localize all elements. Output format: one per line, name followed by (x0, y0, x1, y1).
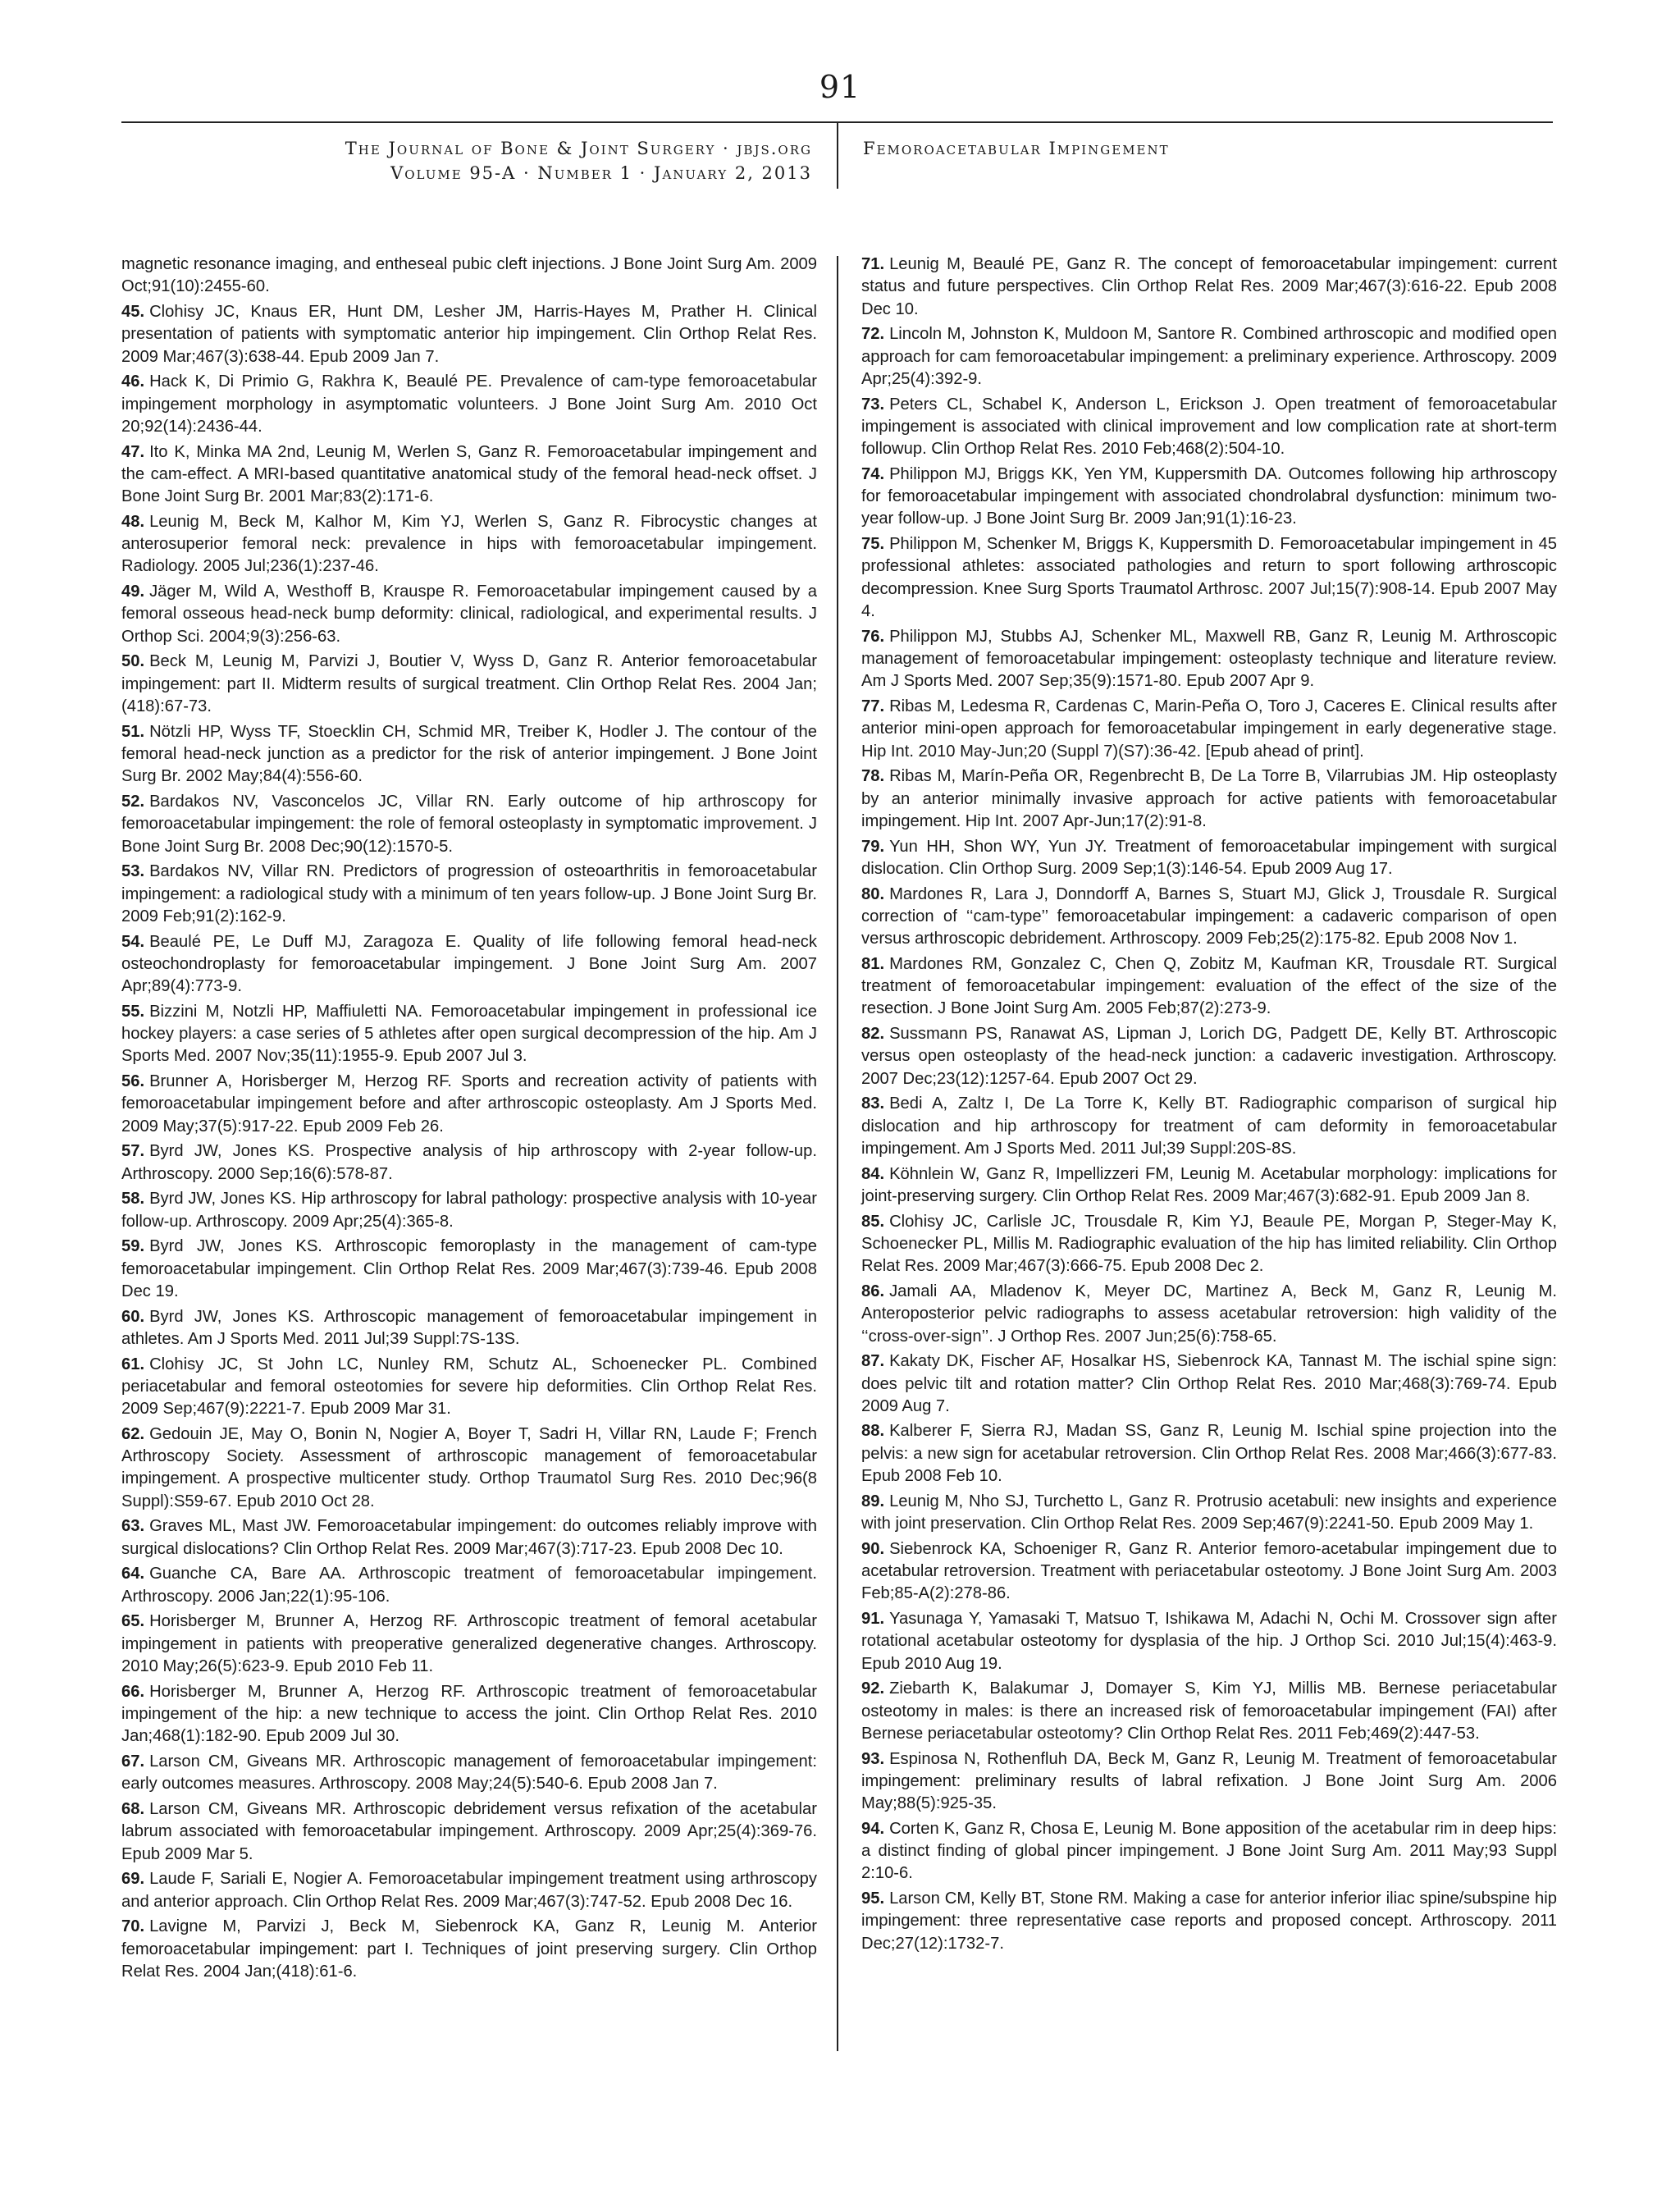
reference-number: 93. (861, 1749, 885, 1768)
reference-number: 87. (861, 1352, 885, 1371)
reference-item (121, 1354, 817, 1421)
reference-number: 58. (121, 1190, 145, 1209)
reference-item (121, 931, 817, 998)
reference-item (121, 1140, 817, 1186)
reference-item (861, 836, 1557, 881)
reference-item (121, 721, 817, 788)
reference-item (861, 884, 1557, 951)
reference-text: Sussmann PS, Ranawat AS, Lipman J, Lorich DG, Padgett DE, Kelly BT. Arthroscopic versus open osteoplasty of the head-neck junction: a cadaveric investigation. Arthroscopy. 2007 Dec;23(12):1257-64. Epub 2007 Oct 29. (861, 1025, 1557, 1088)
reference-text: Brunner A, Horisberger M, Herzog RF. Sports and recreation activity of patients with femoroacetabular impingement before and after arthroscopic osteoplasty. Am J Sports Med. 2009 May;37(5):917-22. Epub 2009 Feb 26. (121, 1072, 817, 1136)
reference-text: Philippon MJ, Briggs KK, Yen YM, Kuppersmith DA. Outcomes following hip arthroscopy for femoroacetabular impingement with associated chondrolabral dysfunction: minimum two-year follow-up. J Bone Joint Surg Br. 2009 Jan;91(1):16-23. (861, 464, 1557, 528)
reference-item (861, 254, 1557, 321)
journal-title-line: The Journal of Bone & Joint Surgery · jbjs.org (345, 139, 812, 158)
reference-text: Horisberger M, Brunner A, Herzog RF. Arthroscopic treatment of femoral acetabular impingement in patients with preoperative generalized degenerative changes. Arthroscopy. 2010 May;26(5):623-9. Epub 2010 Feb 11. (121, 1612, 817, 1676)
reference-item (121, 1868, 817, 1913)
reference-text: Kalberer F, Sierra RJ, Madan SS, Ganz R, Leunig M. Ischial spine projection into the pelvis: a new sign for acetabular retroversion. Clin Orthop Relat Res. 2008 Mar;466(3):677-83. Epub 2008 Feb 10. (861, 1422, 1557, 1486)
reference-item (861, 1350, 1557, 1418)
column-divider (837, 256, 838, 2051)
reference-item (121, 441, 817, 509)
reference-item (121, 1071, 817, 1138)
reference-number: 71. (861, 255, 885, 273)
reference-text: Clohisy JC, St John LC, Nunley RM, Schutz AL, Schoenecker PL. Combined periacetabular and femoral osteotomies for severe hip deformities. Clin Orthop Relat Res. 2009 Sep;467(9):2221-7. Epub 2009 Mar 31. (121, 1355, 817, 1419)
reference-text: Mardones RM, Gonzalez C, Chen Q, Zobitz M, Kaufman KR, Trousdale RT. Surgical treatment of femoroacetabular impingement: evaluation of the effect of the size of the resection. J Bone Joint Surg Am. 2005 Feb;87(2):273-9. (861, 954, 1557, 1018)
reference-number: 65. (121, 1612, 145, 1631)
reference-text: Gedouin JE, May O, Bonin N, Nogier A, Boyer T, Sadri H, Villar RN, Laude F; French Arthroscopy Society. Assessment of arthroscopic management of femoroacetabular impingement. A prospective multicenter study. Orthop Traumatol Surg Res. 2010 Dec;96(8 Suppl):S59-67. Epub 2010 Oct 28. (121, 1424, 817, 1510)
page-number: 91 (819, 69, 861, 105)
reference-number: 48. (121, 512, 145, 531)
reference-number: 88. (861, 1422, 885, 1441)
reference-text: Yasunaga Y, Yamasaki T, Matsuo T, Ishikawa M, Adachi N, Ochi M. Crossover sign after rotational acetabular osteotomy for dysplasia of the hip. J Orthop Sci. 2010 Jul;15(4):463-9. Epub 2010 Aug 19. (861, 1610, 1557, 1673)
reference-text: Beck M, Leunig M, Parvizi J, Boutier V, Wyss D, Ganz R. Anterior femoroacetabular impingement: part II. Midterm results of surgical treatment. Clin Orthop Relat Res. 2004 Jan;(418):67-73. (121, 652, 817, 715)
reference-item (121, 861, 817, 928)
reference-number: 81. (861, 954, 885, 973)
reference-number: 53. (121, 862, 145, 881)
reference-text: Leunig M, Nho SJ, Turchetto L, Ganz R. Protrusio acetabuli: new insights and experience with joint preservation. Clin Orthop Relat Res. 2009 Sep;467(9):2241-50. Epub 2009 May 1. (861, 1492, 1557, 1533)
reference-number: 94. (861, 1819, 885, 1838)
reference-number: 46. (121, 372, 145, 391)
reference-text: Lavigne M, Parvizi J, Beck M, Siebenrock KA, Ganz R, Leunig M. Anterior femoroacetabular impingement: part I. Techniques of joint preserving surgery. Clin Orthop Relat Res. 2004 Jan;(418):61-6. (121, 1917, 817, 1981)
reference-text: Ito K, Minka MA 2nd, Leunig M, Werlen S, Ganz R. Femoroacetabular impingement and the cam-effect. A MRI-based quantitative anatomical study of the femoral head-neck offset. J Bone Joint Surg Br. 2001 Mar;83(2):171-6. (121, 442, 817, 506)
reference-item (861, 1888, 1557, 1955)
reference-number: 57. (121, 1142, 145, 1161)
reference-item (861, 1093, 1557, 1160)
section-title: Femoroacetabular Impingement (863, 139, 1170, 158)
reference-item (861, 1818, 1557, 1885)
journal-volume-line: Volume 95-A · Number 1 · January 2, 2013 (390, 163, 812, 183)
reference-number: 69. (121, 1870, 145, 1889)
reference-number: 52. (121, 792, 145, 811)
reference-text: Larson CM, Giveans MR. Arthroscopic debridement versus refixation of the acetabular labrum associated with femoroacetabular impingement. Arthroscopy. 2009 Apr;25(4):369-76. Epub 2009 Mar 5. (121, 1799, 817, 1863)
reference-text: Kakaty DK, Fischer AF, Hosalkar HS, Siebenrock KA, Tannast M. The ischial spine sign: does pelvic tilt and rotation matter? Clin Orthop Relat Res. 2010 Mar;468(3):769-74. Epub 2009 Aug 7. (861, 1352, 1557, 1415)
reference-item (861, 1538, 1557, 1606)
reference-number: 84. (861, 1164, 885, 1183)
reference-number: 91. (861, 1610, 885, 1629)
reference-number: 50. (121, 652, 145, 671)
reference-item (121, 1423, 817, 1513)
reference-item (121, 1515, 817, 1561)
reference-item (861, 765, 1557, 833)
reference-item (861, 953, 1557, 1021)
reference-item (861, 1023, 1557, 1090)
reference-text: Ziebarth K, Balakumar J, Domayer S, Kim YJ, Millis MB. Bernese periacetabular osteotomy in males: is there an increased risk of femoroacetabular impingement (FAI) after Bernese periacetabular osteotomy? Clin Orthop Relat Res. 2011 Feb;469(2):447-53. (861, 1679, 1557, 1743)
reference-number: 74. (861, 464, 885, 483)
reference-number: 83. (861, 1094, 885, 1113)
reference-text: Leunig M, Beaulé PE, Ganz R. The concept of femoroacetabular impingement: current status and future perspectives. Clin Orthop Relat Res. 2009 Mar;467(3):616-22. Epub 2008 Dec 10. (861, 255, 1557, 318)
reference-text: Clohisy JC, Carlisle JC, Trousdale R, Kim YJ, Beaule PE, Morgan P, Steger-May K, Schoenecker PL, Millis M. Radiographic evaluation of the hip has limited reliability. Clin Orthop Relat Res. 2009 Mar;467(3):666-75. Epub 2008 Dec 2. (861, 1212, 1557, 1276)
reference-item (121, 301, 817, 368)
reference-text: Siebenrock KA, Schoeniger R, Ganz R. Anterior femoro-acetabular impingement due to acetabular retroversion. Treatment with periacetabular osteotomy. J Bone Joint Surg Am. 2003 Feb;85-A(2):278-86. (861, 1539, 1557, 1603)
reference-text: Philippon M, Schenker M, Briggs K, Kuppersmith D. Femoroacetabular impingement in 45 professional athletes: associated pathologies and return to sport following arthroscopic decompression. Knee Surg Sports Traumatol Arthrosc. 2007 Jul;15(7):908-14. Epub 2007 May 4. (861, 535, 1557, 621)
reference-text: Bardakos NV, Villar RN. Predictors of progression of osteoarthritis in femoroacetabular impingement: a radiological study with a minimum of ten years follow-up. J Bone Joint Surg Br. 2009 Feb;91(2):162-9. (121, 862, 817, 925)
reference-number: 60. (121, 1307, 145, 1326)
reference-item (121, 1751, 817, 1796)
reference-number: 90. (861, 1539, 885, 1558)
reference-number: 63. (121, 1517, 145, 1536)
reference-text: Jamali AA, Mladenov K, Meyer DC, Martinez A, Beck M, Ganz R, Leunig M. Anteroposterior pelvic radiographs to assess acetabular retroversion: high validity of the ‘‘cross-over-sign’’. J Orthop Res. 2007 Jun;25(6):758-65. (861, 1282, 1557, 1346)
reference-item (121, 581, 817, 648)
reference-number: 61. (121, 1355, 145, 1373)
reference-text: Espinosa N, Rothenfluh DA, Beck M, Ganz R, Leunig M. Treatment of femoroacetabular impingement: preliminary results of labral refixation. J Bone Joint Surg Am. 2006 May;88(5):925-35. (861, 1749, 1557, 1813)
reference-number: 72. (861, 325, 885, 344)
reference-number: 79. (861, 837, 885, 856)
reference-text: Leunig M, Beck M, Kalhor M, Kim YJ, Werlen S, Ganz R. Fibrocystic changes at anterosuperior femoral neck: prevalence in hips with femoroacetabular impingement. Radiology. 2005 Jul;236(1):237-46. (121, 512, 817, 576)
reference-item (861, 1491, 1557, 1536)
reference-text: Byrd JW, Jones KS. Prospective analysis of hip arthroscopy with 2-year follow-up. Arthroscopy. 2000 Sep;16(6):578-87. (121, 1142, 817, 1183)
reference-text: Guanche CA, Bare AA. Arthroscopic treatment of femoroacetabular impingement. Arthroscopy. 2006 Jan;22(1):95-106. (121, 1565, 817, 1606)
reference-text: Yun HH, Shon WY, Yun JY. Treatment of femoroacetabular impingement with surgical dislocation. Clin Orthop Surg. 2009 Sep;1(3):146-54. Epub 2009 Aug 17. (861, 837, 1557, 878)
reference-item (121, 1611, 817, 1678)
reference-text: Byrd JW, Jones KS. Arthroscopic management of femoroacetabular impingement in athletes. Am J Sports Med. 2011 Jul;39 Suppl:7S-13S. (121, 1307, 817, 1348)
reference-item (121, 371, 817, 438)
reference-text: Nötzli HP, Wyss TF, Stoecklin CH, Schmid MR, Treiber K, Hodler J. The contour of the femoral head-neck junction as a predictor for the risk of anterior impingement. J Bone Joint Surg Br. 2002 May;84(4):556-60. (121, 722, 817, 786)
reference-number: 92. (861, 1679, 885, 1698)
reference-item (861, 1281, 1557, 1348)
reference-number: 70. (121, 1917, 145, 1936)
reference-text: Beaulé PE, Le Duff MJ, Zaragoza E. Quality of life following femoral head-neck osteochondroplasty for femoroacetabular impingement. J Bone Joint Surg Am. 2007 Apr;89(4):773-9. (121, 932, 817, 996)
reference-item (861, 394, 1557, 461)
reference-number: 55. (121, 1002, 145, 1021)
reference-text: Horisberger M, Brunner A, Herzog RF. Arthroscopic treatment of femoroacetabular impingement of the hip: a new technique to access the joint. Clin Orthop Relat Res. 2010 Jan;468(1):182-90. Epub 2009 Jul 30. (121, 1682, 817, 1746)
reference-number: 64. (121, 1565, 145, 1583)
reference-number: 86. (861, 1282, 885, 1300)
references-right-column (861, 254, 1557, 1958)
reference-number: 95. (861, 1890, 885, 1908)
reference-text: Jäger M, Wild A, Westhoff B, Krauspe R. Femoroacetabular impingement caused by a femoral osseous head-neck bump deformity: clinical, radiological, and experimental results. J Orthop Sci. 2004;9(3):256-63. (121, 583, 817, 646)
reference-item (861, 1163, 1557, 1209)
reference-text: Köhnlein W, Ganz R, Impellizzeri FM, Leunig M. Acetabular morphology: implications for joint-preserving surgery. Clin Orthop Relat Res. 2009 Mar;467(3):682-91. Epub 2009 Jan 8. (861, 1164, 1557, 1205)
references-left-column (121, 254, 817, 1986)
reference-number: 45. (121, 302, 145, 321)
reference-item (861, 696, 1557, 763)
reference-number: 67. (121, 1752, 145, 1771)
reference-item (121, 1563, 817, 1608)
reference-text: Laude F, Sariali E, Nogier A. Femoroacetabular impingement treatment using arthroscopy and anterior approach. Clin Orthop Relat Res. 2009 Mar;467(3):747-52. Epub 2008 Dec 16. (121, 1870, 817, 1911)
reference-item (861, 323, 1557, 391)
reference-item (121, 651, 817, 718)
reference-number: 62. (121, 1424, 145, 1443)
reference-number: 82. (861, 1025, 885, 1044)
reference-item (121, 254, 817, 299)
reference-item (861, 1420, 1557, 1487)
reference-item (121, 1306, 817, 1351)
reference-text: Mardones R, Lara J, Donndorff A, Barnes S, Stuart MJ, Glick J, Trousdale R. Surgical correction of ‘‘cam-type’’ femoroacetabular impingement: a cadaveric comparison of open versus arthroscopic debridement. Arthroscopy. 2009 Feb;25(2):175-82. Epub 2008 Nov 1. (861, 884, 1557, 948)
reference-text: Bedi A, Zaltz I, De La Torre K, Kelly BT. Radiographic comparison of surgical hip dislocation and hip arthroscopy for treatment of cam deformity in femoroacetabular impingement. Am J Sports Med. 2011 Jul;39 Suppl:20S-8S. (861, 1094, 1557, 1158)
reference-number: 51. (121, 722, 145, 741)
reference-text: Hack K, Di Primio G, Rakhra K, Beaulé PE. Prevalence of cam-type femoroacetabular impingement morphology in asymptomatic volunteers. J Bone Joint Surg Am. 2010 Oct 20;92(14):2436-44. (121, 372, 817, 436)
reference-text: Ribas M, Ledesma R, Cardenas C, Marin-Peña O, Toro J, Caceres E. Clinical results after anterior mini-open approach for femoroacetabular impingement in early degenerative stage. Hip Int. 2010 May-Jun;20 (Suppl 7)(S7):36-42. [Epub ahead of print]. (861, 697, 1557, 761)
reference-text: magnetic resonance imaging, and entheseal pubic cleft injections. J Bone Joint Surg Am. 2009 Oct;91(10):2455-60. (121, 255, 817, 296)
reference-number: 76. (861, 627, 885, 646)
reference-item (861, 533, 1557, 623)
reference-item (861, 1678, 1557, 1745)
reference-number: 66. (121, 1682, 145, 1701)
reference-item (861, 626, 1557, 693)
reference-text: Peters CL, Schabel K, Anderson L, Erickson J. Open treatment of femoroacetabular impingement is associated with clinical improvement and low complication rate at short-term followup. Clin Orthop Relat Res. 2010 Feb;468(2):504-10. (861, 395, 1557, 459)
reference-item (121, 1916, 817, 1983)
reference-number: 59. (121, 1237, 145, 1256)
reference-text: Clohisy JC, Knaus ER, Hunt DM, Lesher JM, Harris-Hayes M, Prather H. Clinical presentation of patients with symptomatic anterior hip impingement. Clin Orthop Relat Res. 2009 Mar;467(3):638-44. Epub 2009 Jan 7. (121, 302, 817, 366)
reference-text: Ribas M, Marín-Peña OR, Regenbrecht B, De La Torre B, Vilarrubias JM. Hip osteoplasty by an anterior minimally invasive approach for active patients with femoroacetabular impingement. Hip Int. 2007 Apr-Jun;17(2):91-8. (861, 767, 1557, 830)
reference-item (861, 1211, 1557, 1278)
reference-number: 78. (861, 767, 885, 786)
reference-text: Graves ML, Mast JW. Femoroacetabular impingement: do outcomes reliably improve with surgical dislocations? Clin Orthop Relat Res. 2009 Mar;467(3):717-23. Epub 2008 Dec 10. (121, 1517, 817, 1558)
reference-item (121, 1188, 817, 1233)
reference-number: 77. (861, 697, 885, 715)
reference-number: 56. (121, 1072, 145, 1091)
reference-item (861, 464, 1557, 531)
reference-number: 68. (121, 1799, 145, 1818)
reference-item (121, 1681, 817, 1748)
reference-number: 75. (861, 535, 885, 554)
reference-number: 49. (121, 583, 145, 601)
reference-number: 54. (121, 932, 145, 951)
reference-number: 85. (861, 1212, 885, 1231)
reference-item (121, 791, 817, 858)
reference-item (861, 1748, 1557, 1816)
reference-text: Corten K, Ganz R, Chosa E, Leunig M. Bone apposition of the acetabular rim in deep hips: a distinct finding of global pincer impingement. J Bone Joint Surg Am. 2011 May;93 Suppl 2:10-6. (861, 1819, 1557, 1883)
reference-text: Byrd JW, Jones KS. Hip arthroscopy for labral pathology: prospective analysis with 10-year follow-up. Arthroscopy. 2009 Apr;25(4):365-8. (121, 1190, 817, 1231)
reference-number: 73. (861, 395, 885, 414)
reference-text: Byrd JW, Jones KS. Arthroscopic femoroplasty in the management of cam-type femoroacetabular impingement. Clin Orthop Relat Res. 2009 Mar;467(3):739-46. Epub 2008 Dec 19. (121, 1237, 817, 1300)
reference-text: Philippon MJ, Stubbs AJ, Schenker ML, Maxwell RB, Ganz R, Leunig M. Arthroscopic management of femoroacetabular impingement: osteoplasty technique and literature review. Am J Sports Med. 2007 Sep;35(9):1571-80. Epub 2007 Apr 9. (861, 627, 1557, 691)
reference-number: 80. (861, 884, 885, 903)
reference-text: Bizzini M, Notzli HP, Maffiuletti NA. Femoroacetabular impingement in professional ice hockey players: a case series of 5 athletes after open surgical decompression of the hip. Am J Sports Med. 2007 Nov;35(11):1955-9. Epub 2007 Jul 3. (121, 1002, 817, 1066)
reference-item (121, 1236, 817, 1303)
reference-item (861, 1608, 1557, 1675)
reference-text: Bardakos NV, Vasconcelos JC, Villar RN. Early outcome of hip arthroscopy for femoroacetabular impingement: the role of femoral osteoplasty in symptomatic improvement. J Bone Joint Surg Br. 2008 Dec;90(12):1570-5. (121, 792, 817, 856)
header-divider (837, 121, 838, 189)
journal-header (345, 136, 812, 185)
reference-item (121, 1798, 817, 1866)
reference-item (121, 511, 817, 578)
reference-text: Larson CM, Kelly BT, Stone RM. Making a case for anterior inferior iliac spine/subspine hip impingement: three representative case reports and proposed concept. Arthroscopy. 2011 Dec;27(12):1732-7. (861, 1890, 1557, 1953)
reference-number: 89. (861, 1492, 885, 1510)
reference-item (121, 1001, 817, 1068)
reference-number: 47. (121, 442, 145, 461)
reference-text: Lincoln M, Johnston K, Muldoon M, Santore R. Combined arthroscopic and modified open approach for cam femoroacetabular impingement: a preliminary experience. Arthroscopy. 2009 Apr;25(4):392-9. (861, 325, 1557, 388)
reference-text: Larson CM, Giveans MR. Arthroscopic management of femoroacetabular impingement: early outcomes measures. Arthroscopy. 2008 May;24(5):540-6. Epub 2008 Jan 7. (121, 1752, 817, 1794)
